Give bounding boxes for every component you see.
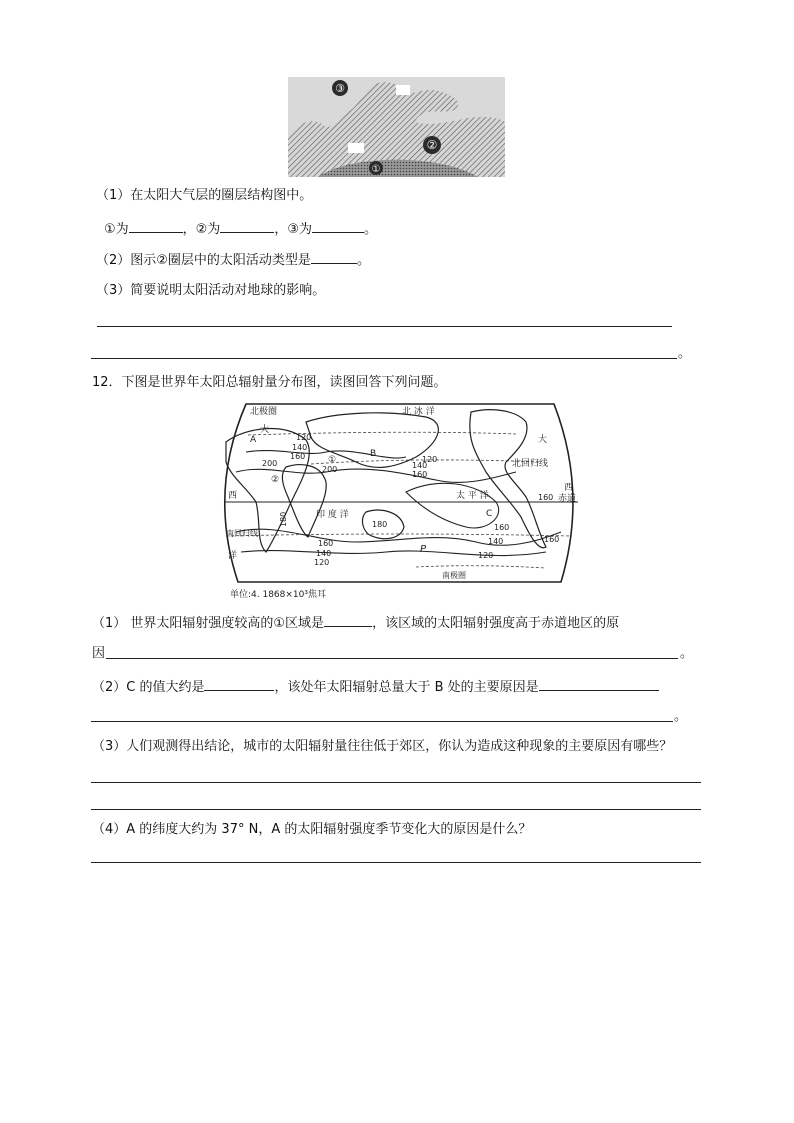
q11-part1-blanks (104, 219, 377, 239)
map-label-da-left: 大 (260, 425, 270, 435)
map-label-indian: 印 度 洋 (316, 510, 349, 520)
q11-part2-text: （2）图示②圈层中的太阳活动类型是 (96, 253, 311, 268)
map-label-pacific: 太 平 洋 (456, 491, 489, 501)
isoline-value: 160 (538, 493, 554, 502)
isoline-value: 200 (322, 465, 338, 474)
q12-part2-text-a: （2）C 的值大约是 (92, 680, 205, 695)
q12-part2-blank-reason[interactable] (539, 677, 659, 691)
q12-part3-answer-line-2[interactable] (91, 809, 701, 810)
map-label-xi-left: 西 (228, 491, 238, 501)
q11-answer-end: 。 (678, 346, 692, 361)
isoline-value: 140 (316, 549, 332, 558)
q11-blank1[interactable] (129, 219, 183, 233)
map-label-P: P (420, 544, 427, 555)
q11-blank2-label: ，②为 (182, 222, 221, 237)
q11-part2-blank[interactable] (311, 250, 357, 264)
q11-answer-line-2[interactable] (91, 358, 677, 359)
sun-label-3: ③ (335, 82, 345, 95)
q11-blank3-end: 。 (363, 222, 377, 237)
map-label-equator: 赤道 (558, 494, 577, 504)
isoline-value: 160 (494, 523, 510, 532)
q12-part4: （4）A 的纬度大约为 37° N，A 的太阳辐射强度季节变化大的原因是什么？ (92, 822, 532, 837)
sun-label-2: ② (426, 138, 438, 152)
map-label-tropic-cancer: 北回归线 (512, 459, 549, 469)
q11-blank2[interactable] (220, 219, 274, 233)
map-label-B: B (370, 449, 377, 459)
map-label-circle2: ② (271, 475, 280, 485)
q12-part1-line2-label: 因 (92, 646, 106, 661)
map-label-arctic-ocean: 北 冰 洋 (402, 407, 435, 417)
q12-part1-text-b: ，该区域的太阳辐射强度高于赤道地区的原 (372, 616, 620, 631)
q12-part2-end: 。 (674, 709, 688, 724)
map-unit: 单位:4. 1868×10³焦耳 (230, 590, 326, 600)
isoline-value: 140 (412, 461, 428, 470)
isoline-value: 180 (279, 511, 288, 527)
map-label-antarctic-circle: 南极圈 (442, 571, 466, 580)
map-label-C: C (486, 509, 493, 519)
isoline-value: 140 (488, 537, 504, 546)
sun-atmosphere-figure (288, 77, 505, 177)
q12-part1-blank[interactable] (324, 613, 372, 627)
q12-part3-answer-line-1[interactable] (91, 782, 701, 783)
q12-part2-answer-line[interactable] (91, 721, 673, 722)
map-label-da-right: 大 (538, 435, 548, 445)
world-radiation-map (216, 402, 584, 602)
isoline-value: 120 (296, 433, 312, 442)
isoline-value: 160 (544, 535, 560, 544)
map-label-A: A (250, 435, 257, 445)
q12-part2-text-b: ，该处年太阳辐射总量大于 B 处的主要原因是 (274, 680, 539, 695)
q12-part3: （3）人们观测得出结论，城市的太阳辐射量往往低于郊区，你认为造成这种现象的主要原因有哪些？ (92, 739, 673, 754)
map-label-yang: 洋 (228, 551, 238, 561)
q12-part1-end: 。 (680, 646, 694, 661)
isoline-value: 140 (292, 443, 308, 452)
sun-label-1: ① (371, 164, 381, 175)
q11-part2 (96, 250, 370, 270)
q11-part1: （1）在太阳大气层的圈层结构图中。 (96, 188, 313, 203)
q12-title: 12．下图是世界年太阳总辐射量分布图，读图回答下列问题。 (92, 375, 447, 390)
q11-part2-end: 。 (356, 253, 370, 268)
map-label-xi-right: 西 (564, 483, 574, 493)
q11-blank1-label: ①为 (104, 222, 129, 237)
isoline-value: 120 (314, 558, 330, 567)
isoline-value: 160 (290, 452, 306, 461)
map-label-tropic-capricorn: 南回归线 (226, 529, 258, 538)
isoline-value: 200 (262, 459, 278, 468)
q12-part1-line1 (92, 613, 619, 633)
q12-part2-blank-c[interactable] (204, 677, 274, 691)
map-label-north-polar-circle: 北极圈 (250, 407, 278, 417)
q11-blank3[interactable] (312, 219, 364, 233)
isoline-value: 120 (422, 455, 438, 464)
q11-part3: （3）简要说明太阳活动对地球的影响。 (96, 283, 326, 298)
isoline-value: 160 (318, 539, 334, 548)
q12-part1-text-a: （1） 世界太阳辐射强度较高的①区域是 (92, 616, 325, 631)
isoline-value: 120 (478, 551, 494, 560)
isoline-value: 160 (412, 470, 428, 479)
q12-part4-answer-line[interactable] (91, 862, 701, 863)
q12-part2-line1 (92, 677, 659, 697)
q11-answer-line-1[interactable] (97, 326, 672, 327)
q11-blank3-label: ，③为 (274, 222, 312, 237)
q12-part1-answer-line[interactable] (106, 658, 678, 659)
map-label-circle1: ① (328, 455, 337, 465)
isoline-value: 180 (372, 520, 388, 529)
